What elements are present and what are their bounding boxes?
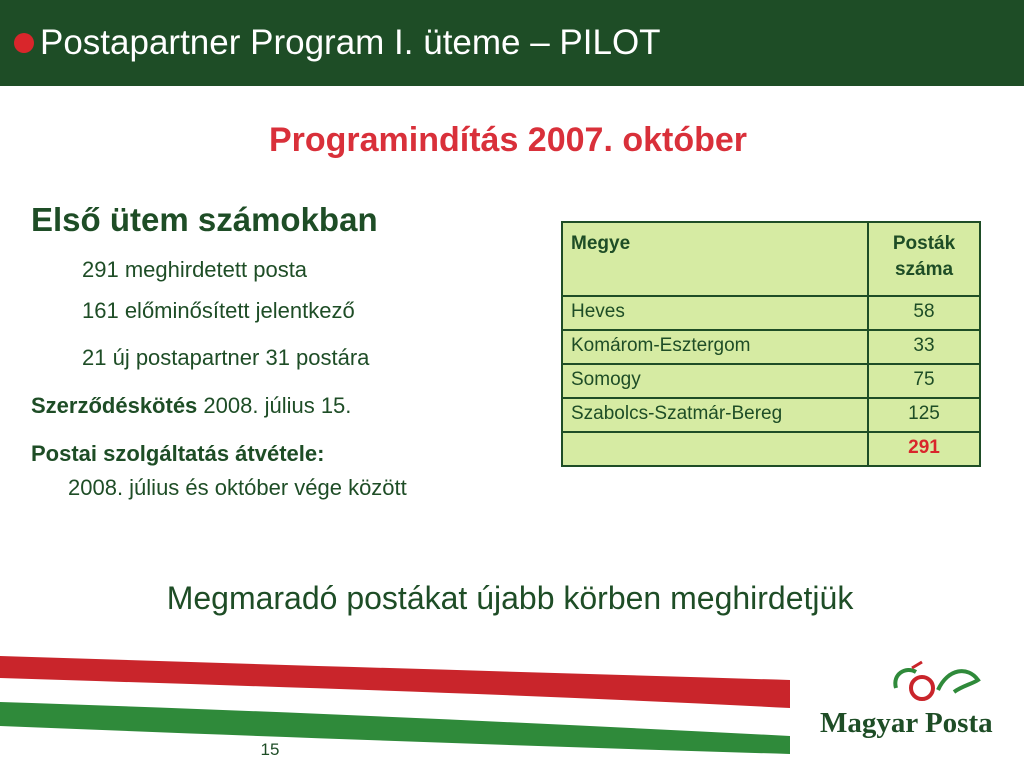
brand-logo-text: Magyar Posta <box>820 707 993 739</box>
section-heading: Első ütem számokban <box>31 201 378 238</box>
table-total-row <box>562 432 980 466</box>
contract-line <box>31 392 351 420</box>
column-header-county: Megye <box>562 222 868 296</box>
header-bar <box>0 0 1024 86</box>
table-row <box>562 296 980 330</box>
remaining-note: Megmaradó postákat újabb körben meghirdetjük <box>166 580 854 616</box>
table-row <box>562 364 980 398</box>
count-cell: 33 <box>868 330 980 364</box>
red-bullet-icon <box>14 33 34 53</box>
column-header-count: Posták száma <box>868 222 980 296</box>
bullet-line: 161 előminősített jelentkező <box>82 298 355 323</box>
total-cell: 291 <box>868 432 980 466</box>
service-label: Postai szolgáltatás átvétele: <box>31 441 325 466</box>
table-row <box>562 330 980 364</box>
county-cell: Szabolcs-Szatmár-Bereg <box>562 398 868 432</box>
bullet-line: 291 meghirdetett posta <box>82 257 308 282</box>
county-cell: Komárom-Esztergom <box>562 330 868 364</box>
count-cell: 75 <box>868 364 980 398</box>
table-header-row <box>562 222 980 296</box>
county-table <box>561 221 981 467</box>
flag-wave-graphic <box>0 650 790 768</box>
table-row <box>562 398 980 432</box>
bullet-line: 21 új postapartner 31 postára <box>82 345 370 370</box>
county-cell: Heves <box>562 296 868 330</box>
post-horn-logo-icon <box>888 658 984 706</box>
count-cell: 58 <box>868 296 980 330</box>
page-number: 15 <box>260 740 280 759</box>
service-period: 2008. július és október vége között <box>68 475 407 500</box>
county-cell: Somogy <box>562 364 868 398</box>
count-cell: 125 <box>868 398 980 432</box>
contract-date: 2008. július 15. <box>197 393 352 418</box>
slide-subtitle: Programindítás 2007. október <box>268 121 748 159</box>
total-label-cell <box>562 432 868 466</box>
slide-title: Postapartner Program I. üteme – PILOT <box>40 23 661 62</box>
contract-label: Szerződéskötés <box>31 393 198 418</box>
